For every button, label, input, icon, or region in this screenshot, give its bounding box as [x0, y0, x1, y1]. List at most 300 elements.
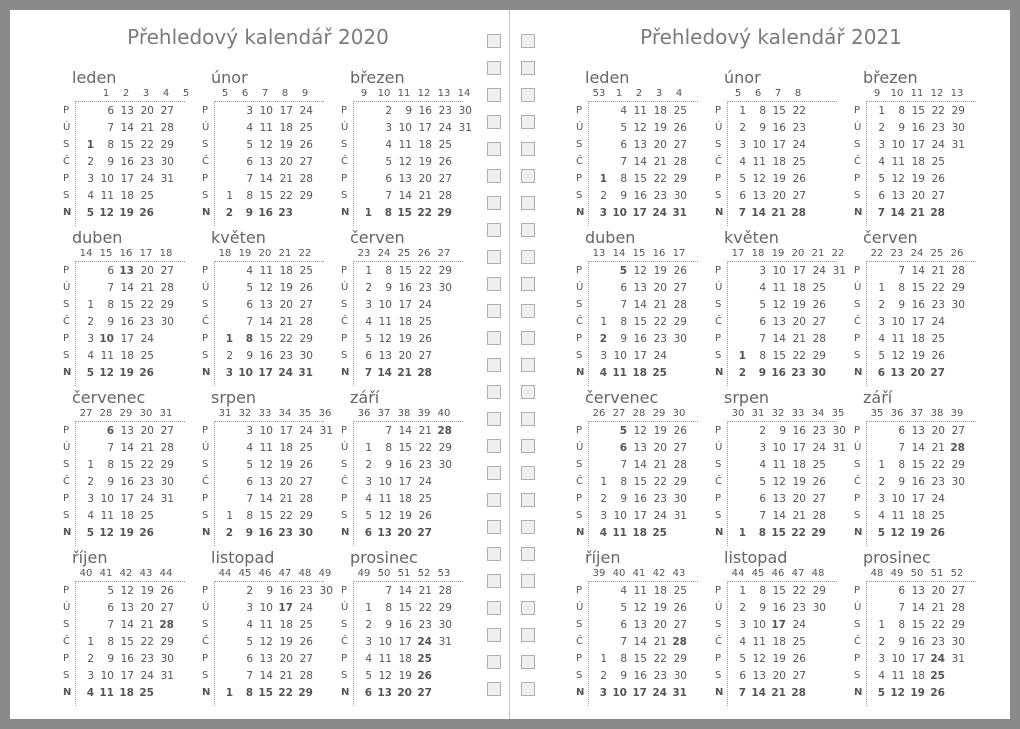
calendar-day: 20 — [279, 653, 293, 665]
checkbox[interactable] — [487, 61, 501, 75]
calendar-day: 24 — [418, 299, 432, 311]
calendar-sheet — [10, 10, 1010, 719]
calendar-day: 16 — [398, 282, 412, 294]
weekday-label: P — [854, 173, 861, 184]
calendar-day: 8 — [620, 653, 627, 665]
calendar-day: 17 — [120, 333, 134, 345]
checkbox[interactable] — [487, 358, 501, 372]
calendar-day: 10 — [613, 510, 627, 522]
calendar-day: 14 — [398, 425, 412, 437]
week-number: 40 — [79, 568, 93, 579]
calendar-day: 28 — [417, 367, 432, 379]
weekday-label: S — [576, 510, 583, 521]
weekday-label: S — [854, 459, 861, 470]
calendar-day: 20 — [772, 190, 786, 202]
week-number: 2 — [122, 88, 130, 99]
week-number: 40 — [612, 568, 626, 579]
calendar-day: 7 — [246, 173, 253, 185]
calendar-day: 9 — [620, 333, 627, 345]
calendar-day: 19 — [279, 636, 293, 648]
calendar-day: 3 — [878, 316, 885, 328]
calendar-day: 21 — [653, 299, 667, 311]
month-block — [197, 388, 333, 548]
calendar-day: 28 — [299, 316, 313, 328]
calendar-day: 7 — [107, 282, 114, 294]
calendar-day: 24 — [140, 333, 154, 345]
week-number: 49 — [318, 568, 332, 579]
calendar-day: 23 — [438, 105, 452, 117]
calendar-day: 3 — [878, 139, 885, 151]
weekday-label: P — [63, 105, 70, 116]
calendar-day: 13 — [752, 190, 766, 202]
checkbox[interactable] — [487, 412, 501, 426]
calendar-day: 10 — [100, 173, 114, 185]
weekday-label: N — [715, 367, 724, 378]
week-number: 37 — [910, 408, 924, 419]
month-name: srpen — [211, 388, 257, 407]
month-name: červen — [350, 228, 405, 247]
calendar-day: 27 — [299, 653, 313, 665]
calendar-day: 13 — [911, 425, 925, 437]
checkbox[interactable] — [487, 331, 501, 345]
calendar-day: 23 — [931, 636, 945, 648]
calendar-day: 21 — [418, 190, 432, 202]
month-name: prosinec — [350, 548, 418, 567]
calendar-day: 4 — [87, 510, 94, 522]
weekday-label: N — [715, 207, 724, 218]
week-number: 5 — [734, 88, 742, 99]
weekday-label: Ú — [715, 602, 723, 613]
weekday-label: S — [341, 510, 348, 521]
checkbox[interactable] — [487, 547, 501, 561]
calendar-day: 29 — [298, 687, 313, 699]
calendar-day: 8 — [107, 459, 114, 471]
calendar-day: 11 — [772, 282, 786, 294]
calendar-day: 4 — [739, 156, 746, 168]
calendar-day: 4 — [599, 527, 607, 539]
weekday-label: S — [63, 670, 70, 681]
calendar-day: 20 — [931, 585, 945, 597]
calendar-day: 17 — [418, 122, 432, 134]
checkbox[interactable] — [487, 655, 501, 669]
calendar-day: 6 — [620, 282, 627, 294]
calendar-day: 15 — [120, 459, 134, 471]
month-name: červen — [863, 228, 918, 247]
checkbox[interactable] — [487, 520, 501, 534]
weekday-label: Ú — [715, 282, 723, 293]
calendar-day: 15 — [120, 139, 134, 151]
calendar-day: 4 — [246, 122, 253, 134]
weekday-label: P — [202, 425, 209, 436]
calendar-day: 11 — [752, 636, 766, 648]
calendar-day: 2 — [600, 190, 607, 202]
week-number: 36 — [357, 408, 371, 419]
week-number: 49 — [890, 568, 904, 579]
calendar-day: 26 — [930, 527, 945, 539]
calendar-day: 1 — [738, 350, 746, 362]
calendar-day: 6 — [759, 316, 766, 328]
checkbox[interactable] — [487, 493, 501, 507]
checkbox[interactable] — [487, 34, 501, 48]
calendar-day: 18 — [119, 687, 134, 699]
checkbox[interactable] — [487, 88, 501, 102]
week-number: 21 — [811, 248, 825, 259]
calendar-day: 9 — [405, 105, 412, 117]
checkbox[interactable] — [487, 169, 501, 183]
calendar-day: 23 — [418, 282, 432, 294]
calendar-day: 16 — [633, 333, 647, 345]
dotted-divider-horizontal — [727, 421, 837, 422]
calendar-day: 11 — [612, 527, 627, 539]
calendar-day: 3 — [87, 670, 94, 682]
calendar-day: 22 — [279, 190, 293, 202]
calendar-day: 17 — [278, 602, 293, 614]
weekday-label: Č — [341, 476, 348, 487]
week-number: 6 — [754, 88, 762, 99]
calendar-day: 29 — [951, 619, 965, 631]
calendar-day: 21 — [653, 636, 667, 648]
calendar-day: 17 — [120, 670, 134, 682]
calendar-day: 25 — [930, 670, 945, 682]
calendar-day: 4 — [878, 670, 885, 682]
week-number: 4 — [162, 88, 170, 99]
calendar-day: 13 — [911, 585, 925, 597]
calendar-day: 18 — [279, 122, 293, 134]
checkbox[interactable] — [487, 439, 501, 453]
calendar-day: 16 — [633, 493, 647, 505]
checkbox[interactable] — [487, 574, 501, 588]
weekday-label: P — [63, 333, 70, 344]
calendar-day: 6 — [107, 105, 114, 117]
calendar-day: 21 — [931, 265, 945, 277]
calendar-day: 22 — [931, 282, 945, 294]
month-name: listopad — [724, 548, 788, 567]
week-number: 2 — [635, 88, 643, 99]
calendar-day: 14 — [633, 156, 647, 168]
calendar-day: 19 — [398, 333, 412, 345]
checkbox[interactable] — [487, 250, 501, 264]
calendar-day: 26 — [299, 139, 313, 151]
weekday-label: S — [63, 139, 70, 150]
weekday-label: P — [202, 105, 209, 116]
weekday-label: Č — [63, 636, 70, 647]
calendar-day: 13 — [398, 173, 412, 185]
weekday-label: S — [576, 350, 583, 361]
calendar-day: 18 — [911, 156, 925, 168]
calendar-day: 30 — [812, 602, 826, 614]
month-name: únor — [211, 68, 248, 87]
calendar-day: 21 — [140, 442, 154, 454]
month-block — [58, 228, 194, 388]
week-number: 21 — [278, 248, 292, 259]
calendar-day: 12 — [752, 653, 766, 665]
calendar-day: 4 — [365, 316, 372, 328]
week-number: 5 — [182, 88, 190, 99]
calendar-day: 5 — [246, 282, 253, 294]
calendar-day: 28 — [672, 636, 687, 648]
weekday-label: P — [854, 333, 861, 344]
month-name: květen — [724, 228, 779, 247]
weekday-label: Ú — [341, 122, 349, 133]
week-number: 42 — [652, 568, 666, 579]
weekday-label: P — [341, 105, 348, 116]
week-number: 52 — [417, 568, 431, 579]
calendar-day: 6 — [898, 585, 905, 597]
week-number: 39 — [417, 408, 431, 419]
calendar-day: 12 — [259, 459, 273, 471]
calendar-day: 15 — [259, 190, 273, 202]
calendar-day: 21 — [792, 333, 806, 345]
calendar-day: 21 — [792, 510, 806, 522]
weekday-label: P — [63, 653, 70, 664]
calendar-day: 8 — [107, 139, 114, 151]
calendar-day: 22 — [931, 619, 945, 631]
calendar-day: 28 — [438, 190, 452, 202]
calendar-day: 18 — [653, 585, 667, 597]
calendar-day: 22 — [792, 350, 806, 362]
calendar-day: 13 — [633, 619, 647, 631]
calendar-day: 25 — [418, 316, 432, 328]
calendar-day: 5 — [86, 367, 94, 379]
calendar-day: 22 — [792, 585, 806, 597]
calendar-day: 24 — [792, 619, 806, 631]
calendar-day: 15 — [771, 527, 786, 539]
calendar-day: 31 — [832, 442, 846, 454]
calendar-day: 7 — [107, 619, 114, 631]
calendar-day: 2 — [600, 670, 607, 682]
calendar-day: 29 — [673, 476, 687, 488]
calendar-day: 18 — [398, 493, 412, 505]
week-number: 16 — [119, 248, 133, 259]
calendar-day: 4 — [620, 105, 627, 117]
calendar-day: 24 — [652, 687, 667, 699]
calendar-day: 1 — [87, 636, 94, 648]
checkbox[interactable] — [487, 682, 501, 696]
calendar-day: 25 — [438, 139, 452, 151]
calendar-day: 20 — [653, 442, 667, 454]
week-number: 8 — [794, 88, 802, 99]
calendar-day: 9 — [245, 527, 253, 539]
calendar-day: 9 — [759, 122, 766, 134]
calendar-day: 16 — [398, 459, 412, 471]
weekday-label: Ú — [202, 442, 210, 453]
calendar-day: 24 — [931, 493, 945, 505]
checkbox[interactable] — [487, 628, 501, 642]
weekday-label: S — [576, 619, 583, 630]
calendar-day: 4 — [385, 139, 392, 151]
calendar-day: 29 — [951, 105, 965, 117]
calendar-day: 15 — [120, 636, 134, 648]
calendar-day: 14 — [772, 333, 786, 345]
calendar-day: 4 — [246, 265, 253, 277]
calendar-day: 21 — [931, 602, 945, 614]
weekday-label: P — [63, 265, 70, 276]
weekday-label: P — [341, 173, 348, 184]
calendar-day: 20 — [772, 670, 786, 682]
checkbox[interactable] — [487, 304, 501, 318]
calendar-day: 3 — [365, 636, 372, 648]
week-number: 45 — [238, 568, 252, 579]
calendar-day: 16 — [792, 425, 806, 437]
calendar-day: 4 — [246, 619, 253, 631]
calendar-day: 28 — [299, 493, 313, 505]
calendar-day: 6 — [365, 350, 372, 362]
calendar-day: 12 — [772, 476, 786, 488]
weekday-label: N — [576, 687, 585, 698]
calendar-day: 2 — [878, 476, 885, 488]
weekday-label: P — [63, 585, 70, 596]
calendar-day: 24 — [653, 350, 667, 362]
calendar-day: 5 — [878, 350, 885, 362]
calendar-day: 6 — [246, 156, 253, 168]
weekday-label: S — [63, 510, 70, 521]
weekday-label: Č — [202, 316, 209, 327]
calendar-day: 12 — [890, 687, 905, 699]
calendar-day: 5 — [365, 670, 372, 682]
weekday-label: P — [202, 493, 209, 504]
calendar-day: 10 — [378, 299, 392, 311]
week-number: 28 — [99, 408, 113, 419]
week-number: 11 — [397, 88, 411, 99]
week-number: 25 — [397, 248, 411, 259]
calendar-day: 14 — [633, 636, 647, 648]
checkbox[interactable] — [487, 466, 501, 480]
calendar-day: 23 — [418, 459, 432, 471]
calendar-day: 11 — [378, 316, 392, 328]
calendar-day: 27 — [673, 442, 687, 454]
dotted-divider-horizontal — [75, 581, 185, 582]
calendar-day: 30 — [438, 282, 452, 294]
calendar-day: 10 — [891, 493, 905, 505]
month-block — [710, 228, 846, 388]
calendar-day: 9 — [107, 653, 114, 665]
calendar-day: 23 — [278, 207, 293, 219]
week-number: 39 — [592, 568, 606, 579]
calendar-day: 2 — [365, 619, 372, 631]
checkbox[interactable] — [487, 385, 501, 399]
calendar-day: 25 — [652, 367, 667, 379]
calendar-day: 17 — [792, 442, 806, 454]
weekday-label: N — [202, 207, 211, 218]
weekday-label: S — [202, 299, 209, 310]
dotted-divider-horizontal — [353, 101, 463, 102]
weekday-label: N — [63, 207, 72, 218]
calendar-day: 6 — [364, 527, 372, 539]
calendar-day: 20 — [140, 265, 154, 277]
calendar-day: 15 — [633, 173, 647, 185]
weekday-label: P — [202, 265, 209, 276]
checkbox[interactable] — [487, 223, 501, 237]
calendar-day: 24 — [140, 493, 154, 505]
calendar-day: 10 — [378, 476, 392, 488]
week-number: 45 — [751, 568, 765, 579]
checkbox[interactable] — [487, 601, 501, 615]
calendar-day: 2 — [87, 653, 94, 665]
weekday-label: Č — [576, 316, 583, 327]
calendar-day: 6 — [739, 670, 746, 682]
calendar-day: 13 — [119, 265, 134, 277]
week-number: 32 — [238, 408, 252, 419]
calendar-day: 13 — [377, 687, 392, 699]
checkbox[interactable] — [487, 196, 501, 210]
calendar-day: 13 — [891, 190, 905, 202]
weekday-label: P — [715, 105, 722, 116]
checkbox[interactable] — [487, 115, 501, 129]
calendar-day: 24 — [299, 105, 313, 117]
calendar-day: 17 — [633, 510, 647, 522]
calendar-day: 14 — [120, 282, 134, 294]
calendar-day: 7 — [877, 207, 885, 219]
weekday-label: Ú — [715, 122, 723, 133]
calendar-day: 25 — [792, 156, 806, 168]
calendar-day: 22 — [931, 105, 945, 117]
checkbox[interactable] — [487, 142, 501, 156]
month-name: leden — [72, 68, 117, 87]
weekday-label: N — [202, 687, 211, 698]
calendar-day: 31 — [298, 367, 313, 379]
calendar-day: 22 — [653, 653, 667, 665]
month-block — [197, 548, 333, 708]
weekday-label: Ú — [576, 282, 584, 293]
weekday-label: S — [202, 350, 209, 361]
calendar-day: 6 — [107, 265, 114, 277]
week-number: 29 — [119, 408, 133, 419]
calendar-day: 29 — [160, 299, 174, 311]
week-number: 1 — [615, 88, 623, 99]
calendar-day: 17 — [258, 367, 273, 379]
calendar-day: 9 — [107, 316, 114, 328]
calendar-day: 28 — [437, 425, 452, 437]
calendar-day: 22 — [931, 459, 945, 471]
calendar-day: 3 — [739, 619, 746, 631]
calendar-day: 26 — [160, 585, 174, 597]
calendar-day: 24 — [812, 442, 826, 454]
calendar-day: 9 — [246, 350, 253, 362]
calendar-day: 19 — [772, 173, 786, 185]
week-number: 33 — [258, 408, 272, 419]
weekday-label: S — [715, 619, 722, 630]
calendar-day: 30 — [673, 670, 687, 682]
calendar-day: 4 — [87, 350, 94, 362]
weekday-label: P — [854, 585, 861, 596]
week-number: 9 — [873, 88, 881, 99]
calendar-day: 8 — [620, 476, 627, 488]
checkbox[interactable] — [487, 277, 501, 291]
calendar-day: 10 — [752, 139, 766, 151]
calendar-day: 11 — [259, 442, 273, 454]
weekday-label: Č — [341, 156, 348, 167]
calendar-day: 23 — [140, 316, 154, 328]
calendar-day: 1 — [225, 333, 233, 345]
calendar-day: 1 — [365, 442, 372, 454]
calendar-day: 8 — [620, 316, 627, 328]
dotted-divider-horizontal — [866, 421, 976, 422]
weekday-label: P — [715, 653, 722, 664]
calendar-day: 2 — [365, 459, 372, 471]
calendar-day: 7 — [107, 442, 114, 454]
calendar-day: 24 — [417, 636, 432, 648]
calendar-day: 12 — [259, 139, 273, 151]
calendar-day: 26 — [812, 476, 826, 488]
calendar-day: 17 — [772, 139, 786, 151]
weekday-label: Ú — [341, 282, 349, 293]
calendar-day: 21 — [140, 282, 154, 294]
calendar-day: 30 — [673, 190, 687, 202]
week-number: 34 — [811, 408, 825, 419]
calendar-day: 1 — [87, 299, 94, 311]
calendar-day: 11 — [100, 190, 114, 202]
month-block — [336, 548, 472, 708]
